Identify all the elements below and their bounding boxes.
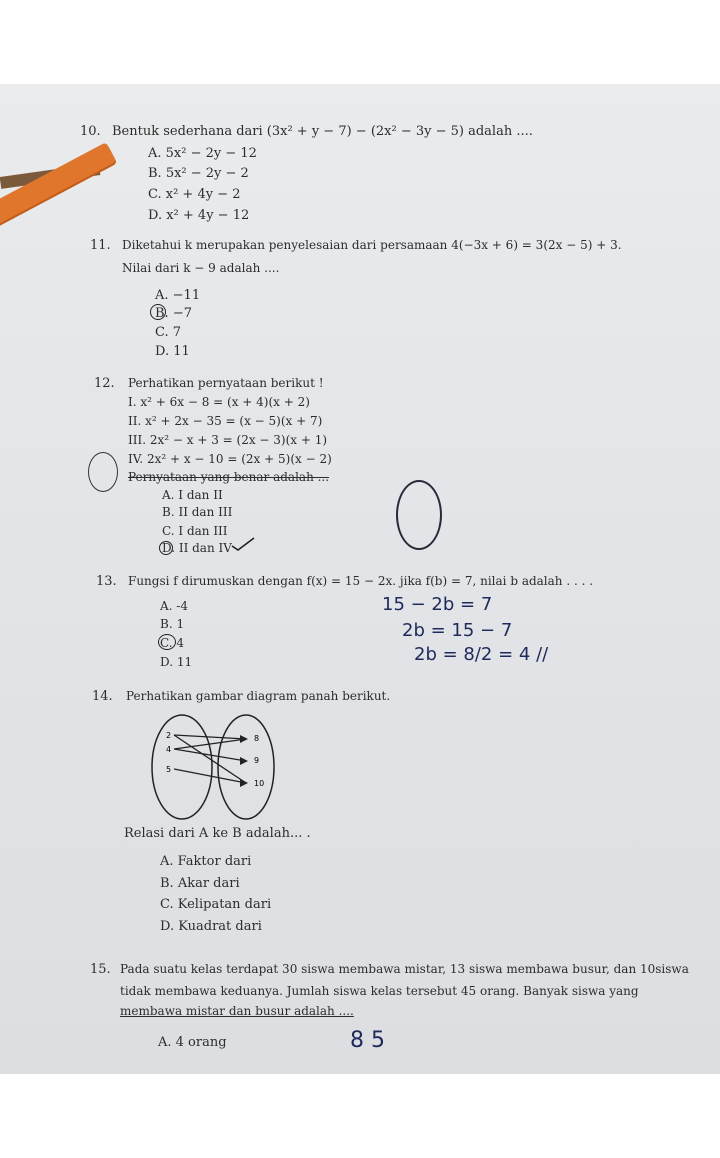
q12-number-circle — [88, 452, 118, 492]
q12-option-b: B. II dan III — [162, 505, 233, 519]
set-a-item-4: 4 — [166, 745, 172, 754]
q12-statement-3: III. 2x² − x + 3 = (2x − 3)(x + 1) — [128, 433, 328, 447]
q12-number: 12. — [94, 376, 115, 391]
q14-text: Perhatikan gambar diagram panah berikut. — [126, 689, 391, 703]
q14-option-c: C. Kelipatan dari — [160, 897, 272, 912]
q13-option-a: A. -4 — [160, 599, 188, 613]
q11-answer-circle — [150, 304, 166, 320]
set-b-item-10: 10 — [254, 779, 265, 788]
q11-option-a: A. −11 — [155, 288, 201, 303]
checkmark-icon — [230, 536, 256, 552]
q13-answer-circle — [158, 634, 176, 650]
q14-number: 14. — [92, 689, 113, 704]
set-b-item-9: 9 — [254, 756, 260, 765]
set-a-item-5: 5 — [166, 765, 172, 774]
q12-statement-4: IV. 2x² + x − 10 = (2x + 5)(x − 2) — [128, 452, 332, 466]
q10-option-b: B. 5x² − 2y − 2 — [148, 166, 249, 181]
q13-option-b: B. 1 — [160, 617, 185, 631]
q15-line1: Pada suatu kelas terdapat 30 siswa membawa mistar, 13 siswa membawa busur, dan 10siswa — [120, 962, 689, 976]
q10-text: Bentuk sederhana dari (3x² + y − 7) − (2x² − 3y − 5) adalah .... — [112, 124, 533, 139]
q13-handwriting-3: 2b = 8/2 = 4 // — [414, 644, 549, 665]
handwritten-zero — [396, 480, 442, 550]
q15-number: 15. — [90, 962, 111, 977]
diagram-arrows — [174, 735, 246, 783]
q12-statement-1: I. x² + 6x − 8 = (x + 4)(x + 2) — [128, 395, 310, 409]
q14-option-d: D. Kuadrat dari — [160, 919, 262, 934]
q12-option-d: D. II dan IV — [162, 541, 232, 555]
q13-number: 13. — [96, 574, 117, 589]
q14-option-b: B. Akar dari — [160, 876, 240, 891]
q12-question: Pernyataan yang benar adalah ... — [128, 470, 330, 484]
q15-line3: membawa mistar dan busur adalah .... — [120, 1004, 354, 1018]
q15-handwriting: 8 5 — [350, 1028, 385, 1053]
q15-option-a: A. 4 orang — [158, 1035, 227, 1050]
q13-text: Fungsi f dirumuskan dengan f(x) = 15 − 2x. jika f(b) = 7, nilai b adalah . . . . — [128, 574, 594, 588]
q13-handwriting-2: 2b = 15 − 7 — [402, 620, 513, 641]
orange-pencil — [0, 142, 116, 232]
q15-line2: tidak membawa keduanya. Jumlah siswa kelas tersebut 45 orang. Banyak siswa yang — [120, 984, 639, 998]
q10-option-a: A. 5x² − 2y − 12 — [148, 146, 257, 161]
q12-text: Perhatikan pernyataan berikut ! — [128, 376, 324, 390]
q10-option-d: D. x² + 4y − 12 — [148, 208, 250, 223]
q12-option-c: C. I dan III — [162, 524, 228, 538]
q12-option-a: A. I dan II — [162, 488, 223, 502]
q10-number: 10. — [80, 124, 101, 139]
q12-answer-circle — [159, 541, 173, 555]
set-a-item-2: 2 — [166, 731, 172, 740]
q12-statement-2: II. x² + 2x − 35 = (x − 5)(x + 7) — [128, 414, 323, 428]
q13-handwriting-1: 15 − 2b = 7 — [382, 594, 493, 615]
q11-number: 11. — [90, 238, 111, 253]
arrow-diagram — [148, 713, 276, 825]
q13-option-d: D. 11 — [160, 655, 193, 669]
set-b-item-8: 8 — [254, 734, 260, 743]
set-b-ellipse — [218, 715, 274, 819]
q10-option-c: C. x² + 4y − 2 — [148, 187, 241, 202]
q13-option-c: C. 4 — [160, 636, 185, 650]
q11-option-c: C. 7 — [155, 325, 182, 340]
q11-text2: Nilai dari k − 9 adalah .... — [122, 261, 280, 275]
exam-paper — [0, 84, 720, 1074]
q11-option-d: D. 11 — [155, 344, 190, 359]
q14-question: Relasi dari A ke B adalah... . — [124, 826, 311, 841]
q14-option-a: A. Faktor dari — [160, 854, 252, 869]
q11-text: Diketahui k merupakan penyelesaian dari persamaan 4(−3x + 6) = 3(2x − 5) + 3. — [122, 238, 622, 252]
set-a-ellipse — [152, 715, 212, 819]
q11-option-b: B. −7 — [155, 306, 192, 321]
